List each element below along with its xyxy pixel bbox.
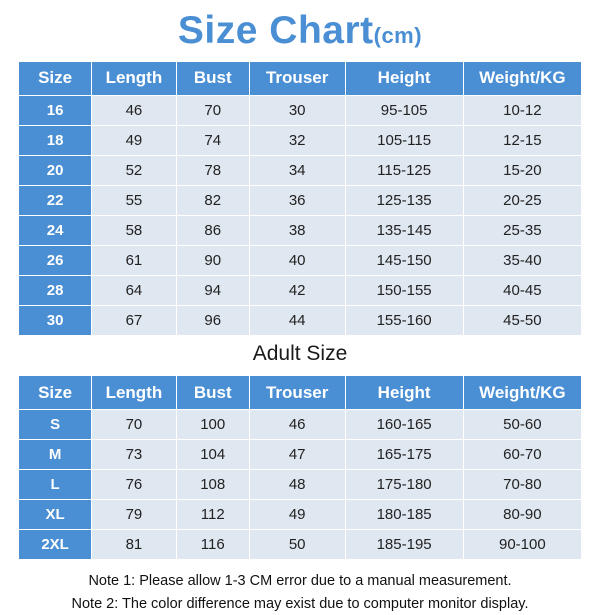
adult-size-heading: Adult Size [252,341,348,365]
cell-size: 28 [19,275,92,305]
cell-height: 185-195 [345,530,463,560]
table-row [19,155,582,185]
cell-weight: 15-20 [463,155,581,185]
cell-weight: 90-100 [463,530,581,560]
column-header-size: Size [19,376,92,410]
cell-length: 70 [92,410,176,440]
cell-bust: 104 [176,440,249,470]
cell-weight: 70-80 [463,470,581,500]
cell-weight: 35-40 [463,245,581,275]
cell-size: 18 [19,125,92,155]
cell-size: S [19,410,92,440]
column-header-weight: Weight/KG [463,376,581,410]
cell-length: 55 [92,185,176,215]
cell-length: 81 [92,530,176,560]
cell-size: 16 [19,95,92,125]
table-row [19,305,582,335]
cell-bust: 112 [176,500,249,530]
adult-table-header [19,376,582,410]
cell-size: 26 [19,245,92,275]
column-header-size: Size [19,61,92,95]
table-row [19,440,582,470]
column-header-bust: Bust [176,61,249,95]
table-row [19,185,582,215]
cell-size: 2XL [19,530,92,560]
cell-trouser: 42 [249,275,345,305]
cell-height: 125-135 [345,185,463,215]
page-title [18,0,582,53]
table-row [19,95,582,125]
cell-length: 61 [92,245,176,275]
cell-trouser: 50 [249,530,345,560]
cell-length: 52 [92,155,176,185]
cell-weight: 80-90 [463,500,581,530]
kids-size-table [18,61,582,336]
adult-size-table [18,375,582,560]
cell-trouser: 47 [249,440,345,470]
cell-length: 76 [92,470,176,500]
cell-bust: 82 [176,185,249,215]
table-header-row [19,61,582,95]
cell-length: 64 [92,275,176,305]
cell-height: 180-185 [345,500,463,530]
cell-size: XL [19,500,92,530]
cell-trouser: 34 [249,155,345,185]
cell-weight: 50-60 [463,410,581,440]
cell-height: 105-115 [345,125,463,155]
column-header-weight: Weight/KG [463,61,581,95]
cell-height: 165-175 [345,440,463,470]
column-header-length: Length [92,61,176,95]
cell-height: 150-155 [345,275,463,305]
cell-bust: 108 [176,470,249,500]
cell-weight: 12-15 [463,125,581,155]
kids-table-body [19,95,582,335]
cell-length: 79 [92,500,176,530]
notes-section [18,570,582,615]
cell-size: 22 [19,185,92,215]
cell-weight: 60-70 [463,440,581,470]
table-row [19,275,582,305]
kids-table-header [19,61,582,95]
cell-trouser: 32 [249,125,345,155]
cell-weight: 10-12 [463,95,581,125]
note-1: Note 1: Please allow 1-3 CM error due to a manual measurement. [88,573,512,590]
cell-trouser: 48 [249,470,345,500]
cell-size: L [19,470,92,500]
cell-length: 67 [92,305,176,335]
cell-size: M [19,440,92,470]
table-row [19,215,582,245]
cell-trouser: 49 [249,500,345,530]
cell-height: 175-180 [345,470,463,500]
table-row [19,500,582,530]
column-header-bust: Bust [176,376,249,410]
cell-bust: 116 [176,530,249,560]
cell-weight: 25-35 [463,215,581,245]
cell-height: 135-145 [345,215,463,245]
cell-trouser: 38 [249,215,345,245]
column-header-height: Height [345,376,463,410]
cell-length: 49 [92,125,176,155]
page-title-unit: (cm) [373,23,423,48]
cell-weight: 45-50 [463,305,581,335]
adult-table-body [19,410,582,560]
cell-height: 145-150 [345,245,463,275]
cell-bust: 94 [176,275,249,305]
cell-length: 73 [92,440,176,470]
cell-height: 95-105 [345,95,463,125]
cell-bust: 74 [176,125,249,155]
cell-bust: 78 [176,155,249,185]
cell-bust: 100 [176,410,249,440]
cell-trouser: 36 [249,185,345,215]
cell-trouser: 30 [249,95,345,125]
cell-size: 20 [19,155,92,185]
table-row [19,410,582,440]
cell-height: 155-160 [345,305,463,335]
cell-trouser: 44 [249,305,345,335]
column-header-trouser: Trouser [249,376,345,410]
table-row [19,470,582,500]
column-header-trouser: Trouser [249,61,345,95]
cell-bust: 86 [176,215,249,245]
table-header-row [19,376,582,410]
cell-size: 30 [19,305,92,335]
cell-height: 160-165 [345,410,463,440]
cell-weight: 40-45 [463,275,581,305]
column-header-height: Height [345,61,463,95]
cell-height: 115-125 [345,155,463,185]
table-row [19,245,582,275]
cell-trouser: 46 [249,410,345,440]
cell-weight: 20-25 [463,185,581,215]
cell-length: 46 [92,95,176,125]
cell-length: 58 [92,215,176,245]
cell-bust: 96 [176,305,249,335]
table-row [19,530,582,560]
page-title-text: Size Chart [177,9,374,52]
cell-bust: 90 [176,245,249,275]
column-header-length: Length [92,376,176,410]
table-row [19,125,582,155]
note-2: Note 2: The color difference may exist due to computer monitor display. [71,595,529,612]
cell-size: 24 [19,215,92,245]
cell-trouser: 40 [249,245,345,275]
cell-bust: 70 [176,95,249,125]
